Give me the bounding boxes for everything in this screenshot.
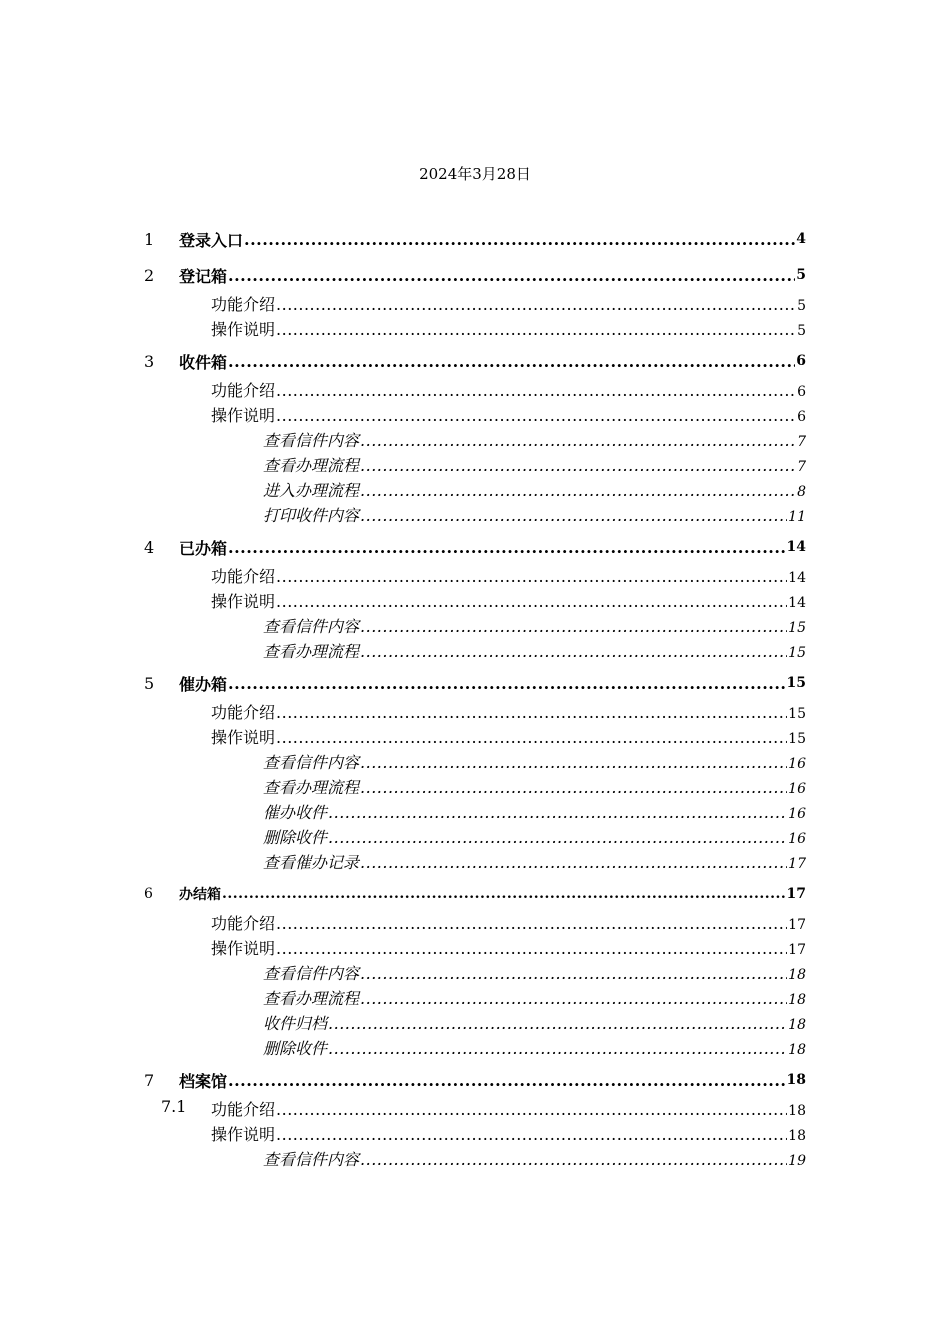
toc-page-number: 14 <box>788 595 806 611</box>
toc-entry[interactable] <box>144 800 806 825</box>
toc-entry-title: 进入办理流程 <box>263 481 360 500</box>
toc-page-number: 18 <box>788 1128 806 1144</box>
toc-entry[interactable] <box>144 986 806 1011</box>
toc-dot-leader <box>276 381 796 400</box>
toc-page-number: 6 <box>796 353 806 369</box>
toc-page-number: 5 <box>797 298 806 314</box>
toc-dot-leader <box>328 1039 787 1058</box>
toc-entry[interactable] <box>144 378 806 403</box>
toc-dot-leader <box>360 753 787 772</box>
toc-entry-title: 档案馆 <box>179 1071 228 1091</box>
toc-entry-number: 5 <box>144 673 155 693</box>
toc-dot-leader <box>328 1014 787 1033</box>
table-of-contents <box>144 220 806 1172</box>
toc-page-number: 6 <box>797 409 806 425</box>
toc-entry-title: 查看信件内容 <box>263 431 360 450</box>
toc-dot-leader <box>276 914 787 933</box>
toc-entry-title: 催办箱 <box>179 674 228 694</box>
toc-dot-leader <box>360 989 787 1008</box>
toc-page-number: 19 <box>788 1153 806 1169</box>
toc-entry-number: 2 <box>144 265 155 285</box>
toc-entry-title: 查看信件内容 <box>263 753 360 772</box>
toc-dot-leader <box>360 642 787 661</box>
toc-page-number: 16 <box>788 781 806 797</box>
toc-dot-leader <box>222 886 786 902</box>
toc-entry[interactable] <box>144 639 806 664</box>
toc-dot-leader <box>360 964 787 983</box>
toc-entry-title: 收件箱 <box>179 352 228 372</box>
toc-page-number: 8 <box>797 484 806 500</box>
toc-page-number: 6 <box>797 384 806 400</box>
toc-page-number: 15 <box>788 620 806 636</box>
toc-entry[interactable] <box>144 1036 806 1061</box>
toc-dot-leader <box>360 1150 787 1169</box>
toc-entry[interactable] <box>144 1122 806 1147</box>
toc-page-number: 18 <box>788 1017 806 1033</box>
toc-entry-title: 功能介绍 <box>211 703 276 722</box>
toc-dot-leader <box>276 1125 787 1144</box>
toc-entry-title: 操作说明 <box>211 320 276 339</box>
toc-entry[interactable] <box>144 1011 806 1036</box>
toc-dot-leader <box>360 506 787 525</box>
document-date: 2024年3月28日 <box>419 165 531 183</box>
toc-entry[interactable] <box>144 1097 806 1122</box>
toc-page-number: 18 <box>786 1072 806 1088</box>
toc-page-number: 16 <box>788 756 806 772</box>
toc-entry[interactable] <box>144 258 806 292</box>
toc-entry[interactable] <box>144 344 806 378</box>
toc-entry[interactable] <box>144 936 806 961</box>
toc-entry[interactable] <box>144 403 806 428</box>
toc-entry-title: 操作说明 <box>211 592 276 611</box>
toc-page-number: 15 <box>788 706 806 722</box>
toc-entry-title: 查看信件内容 <box>263 617 360 636</box>
toc-dot-leader <box>276 592 787 611</box>
toc-entry-title: 操作说明 <box>211 1125 276 1144</box>
toc-entry-title: 登录入口 <box>179 230 244 250</box>
toc-entry-title: 功能介绍 <box>211 914 276 933</box>
toc-entry[interactable] <box>144 775 806 800</box>
toc-entry-title: 查看催办记录 <box>263 853 360 872</box>
toc-entry-title: 功能介绍 <box>211 567 276 586</box>
toc-page-number: 17 <box>786 886 806 902</box>
toc-entry[interactable] <box>144 825 806 850</box>
toc-dot-leader <box>276 1100 787 1119</box>
toc-entry[interactable] <box>144 564 806 589</box>
toc-page-number: 11 <box>788 509 806 525</box>
toc-entry[interactable] <box>144 850 806 875</box>
toc-entry-number: 6 <box>144 886 153 902</box>
toc-entry[interactable] <box>144 700 806 725</box>
toc-entry-title: 办结箱 <box>179 887 221 903</box>
toc-entry-title: 查看办理流程 <box>263 989 360 1008</box>
toc-dot-leader <box>328 803 787 822</box>
toc-dot-leader <box>244 230 795 249</box>
toc-entry-title: 操作说明 <box>211 406 276 425</box>
toc-entry-title: 登记箱 <box>179 266 228 286</box>
toc-page-number: 16 <box>788 831 806 847</box>
toc-dot-leader <box>228 674 786 693</box>
toc-dot-leader <box>360 481 796 500</box>
toc-page-number: 16 <box>788 806 806 822</box>
toc-page-number: 7 <box>797 434 806 450</box>
toc-entry-number: 1 <box>144 229 155 249</box>
toc-entry[interactable] <box>144 222 806 256</box>
toc-entry[interactable] <box>144 1147 806 1172</box>
toc-entry-title: 功能介绍 <box>211 1100 276 1119</box>
toc-entry-title: 删除收件 <box>263 828 328 847</box>
toc-dot-leader <box>276 320 796 339</box>
toc-dot-leader <box>276 406 796 425</box>
toc-dot-leader <box>276 567 787 586</box>
toc-entry-number: 7 <box>144 1070 155 1090</box>
toc-entry-title: 查看办理流程 <box>263 778 360 797</box>
toc-dot-leader <box>360 778 787 797</box>
toc-page-number: 18 <box>788 992 806 1008</box>
toc-entry-title: 查看信件内容 <box>263 1150 360 1169</box>
toc-dot-leader <box>328 828 787 847</box>
toc-page-number: 17 <box>788 942 806 958</box>
toc-entry-title: 功能介绍 <box>211 381 276 400</box>
toc-entry[interactable] <box>144 1063 806 1097</box>
toc-entry[interactable] <box>144 453 806 478</box>
toc-entry-title: 操作说明 <box>211 939 276 958</box>
toc-dot-leader <box>276 703 787 722</box>
toc-page-number: 17 <box>788 917 806 933</box>
toc-page-number: 14 <box>786 539 806 555</box>
toc-entry-title: 功能介绍 <box>211 295 276 314</box>
toc-entry[interactable] <box>144 530 806 564</box>
toc-dot-leader <box>276 939 787 958</box>
toc-dot-leader <box>360 431 796 450</box>
toc-page-number: 5 <box>796 267 806 283</box>
toc-page-number: 15 <box>788 731 806 747</box>
toc-page-number: 17 <box>788 856 806 872</box>
toc-page-number: 18 <box>788 1042 806 1058</box>
toc-entry-title: 收件归档 <box>263 1014 328 1033</box>
toc-dot-leader <box>360 617 787 636</box>
toc-page-number: 7 <box>797 459 806 475</box>
toc-dot-leader <box>360 853 787 872</box>
toc-page-number: 15 <box>786 675 806 691</box>
toc-dot-leader <box>228 352 795 371</box>
toc-entry[interactable] <box>144 877 806 911</box>
toc-entry-title: 查看信件内容 <box>263 964 360 983</box>
toc-dot-leader <box>276 295 796 314</box>
toc-entry[interactable] <box>144 614 806 639</box>
toc-entry-number: 4 <box>144 537 155 557</box>
toc-dot-leader <box>228 266 795 285</box>
toc-entry-title: 打印收件内容 <box>263 506 360 525</box>
toc-entry[interactable] <box>144 478 806 503</box>
toc-dot-leader <box>228 538 786 557</box>
toc-page-number: 4 <box>796 231 806 247</box>
toc-dot-leader <box>228 1071 786 1090</box>
toc-page-number: 18 <box>788 967 806 983</box>
toc-entry[interactable] <box>144 589 806 614</box>
toc-entry[interactable] <box>144 428 806 453</box>
toc-entry[interactable] <box>144 961 806 986</box>
toc-entry-title: 查看办理流程 <box>263 642 360 661</box>
toc-page-number: 14 <box>788 570 806 586</box>
toc-entry-title: 删除收件 <box>263 1039 328 1058</box>
toc-page-number: 18 <box>788 1103 806 1119</box>
toc-entry[interactable] <box>144 911 806 936</box>
toc-entry-title: 操作说明 <box>211 728 276 747</box>
toc-entry[interactable] <box>144 725 806 750</box>
toc-dot-leader <box>276 728 787 747</box>
toc-entry[interactable] <box>144 317 806 342</box>
toc-entry[interactable] <box>144 666 806 700</box>
toc-entry-title: 查看办理流程 <box>263 456 360 475</box>
toc-entry[interactable] <box>144 292 806 317</box>
toc-dot-leader <box>360 456 796 475</box>
toc-entry-title: 已办箱 <box>179 538 228 558</box>
toc-entry[interactable] <box>144 503 806 528</box>
toc-entry[interactable] <box>144 750 806 775</box>
toc-entry-number: 3 <box>144 351 155 371</box>
toc-page-number: 5 <box>797 323 806 339</box>
toc-entry-title: 催办收件 <box>263 803 328 822</box>
toc-entry-number: 7.1 <box>161 1097 187 1116</box>
toc-page-number: 15 <box>788 645 806 661</box>
